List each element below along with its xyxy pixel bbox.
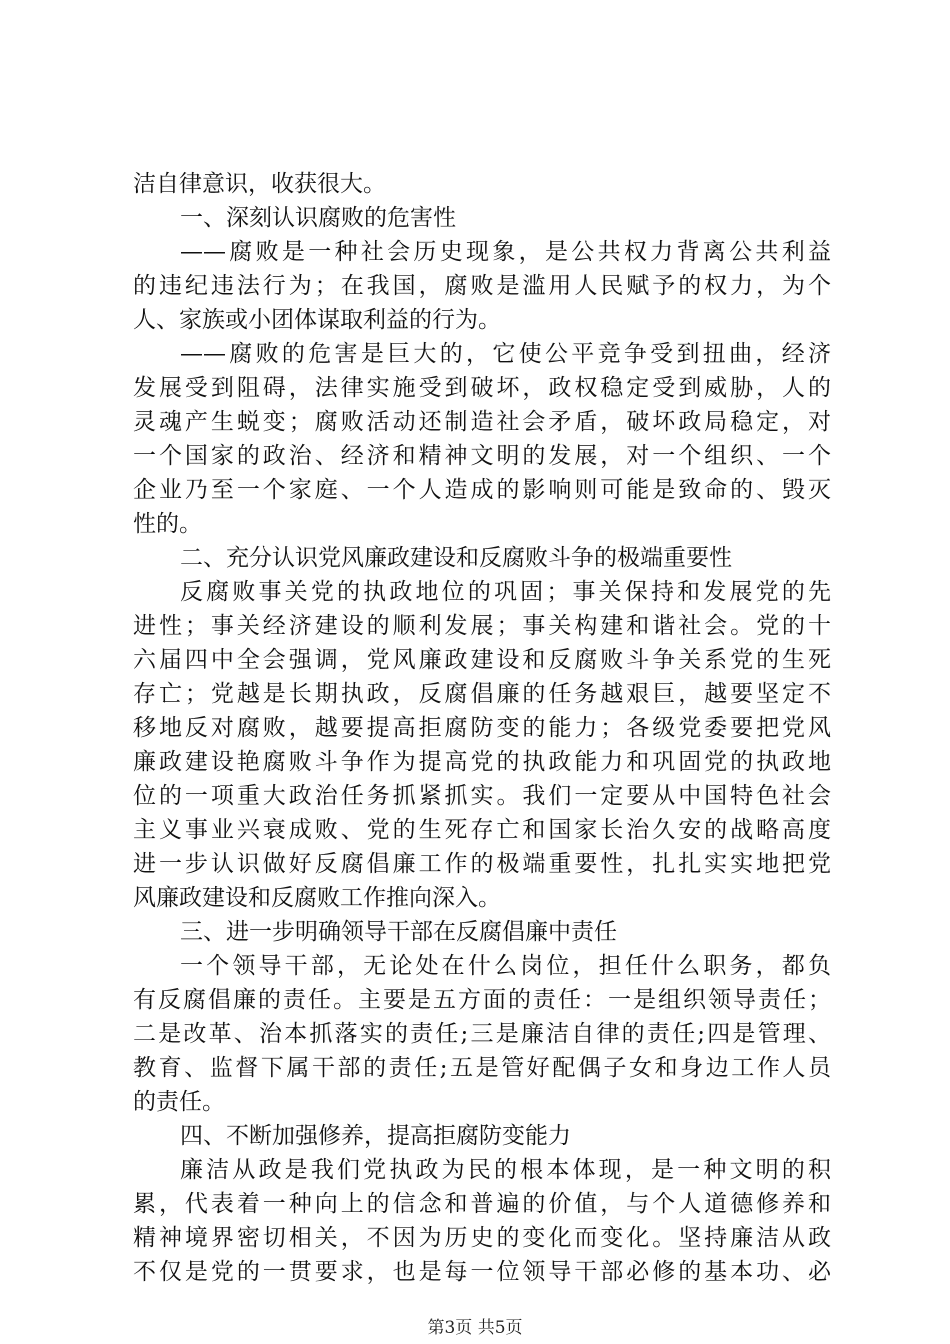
text-line: 有反腐倡廉的责任。主要是五方面的责任：一是组织领导责任； [133, 987, 831, 1013]
text-line: 进一步认识做好反腐倡廉工作的极端重要性，扎扎实实地把党 [133, 851, 831, 877]
text-line: 的责任。 [133, 1089, 225, 1115]
text-line: 位的一项重大政治任务抓紧抓实。我们一定要从中国特色社会 [133, 783, 831, 809]
text-line: 一个国家的政治、经济和精神文明的发展，对一个组织、一个 [133, 443, 831, 469]
text-line: 存亡；党越是长期执政，反腐倡廉的任务越艰巨，越要坚定不 [133, 681, 831, 707]
text-line: 发展受到阻碍，法律实施受到破坏，政权稳定受到威胁，人的 [133, 375, 831, 401]
text-line: 移地反对腐败，越要提高拒腐防变的能力；各级党委要把党风 [133, 715, 831, 741]
text-line: 洁自律意识，收获很大。 [133, 171, 386, 197]
text-line: 二是改革、治本抓落实的责任;三是廉洁自律的责任;四是管理、 [133, 1021, 831, 1047]
text-line: 累，代表着一种向上的信念和普遍的价值，与个人道德修养和 [133, 1191, 831, 1217]
text-line: 风廉政建设和反腐败工作推向深入。 [133, 885, 501, 911]
text-line: 进性；事关经济建设的顺利发展；事关构建和谐社会。党的十 [133, 613, 831, 639]
text-line: 灵魂产生蜕变；腐败活动还制造社会矛盾，破坏政局稳定，对 [133, 409, 831, 435]
text-line: ——腐败是一种社会历史现象，是公共权力背离公共利益 [180, 239, 831, 265]
text-line: 不仅是党的一贯要求，也是每一位领导干部必修的基本功、必 [133, 1259, 831, 1285]
text-line: 反腐败事关党的执政地位的巩固；事关保持和发展党的先 [180, 579, 831, 605]
text-line: 主义事业兴衰成败、党的生死存亡和国家长治久安的战略高度 [133, 817, 831, 843]
text-line: ——腐败的危害是巨大的，它使公平竞争受到扭曲，经济 [180, 341, 831, 367]
text-line: 一个领导干部，无论处在什么岗位，担任什么职务，都负 [180, 953, 831, 979]
section-heading-2: 二、充分认识党风廉政建设和反腐败斗争的极端重要性 [180, 545, 732, 571]
section-heading-3: 三、进一步明确领导干部在反腐倡廉中责任 [180, 919, 617, 945]
section-heading-4: 四、不断加强修养，提高拒腐防变能力 [180, 1123, 571, 1149]
page-number-footer: 第3页 共5页 [427, 1318, 523, 1338]
text-line: 廉政建设艳腐败斗争作为提高党的执政能力和巩固党的执政地 [133, 749, 831, 775]
section-heading-1: 一、深刻认识腐败的危害性 [180, 205, 456, 231]
text-line: 教育、监督下属干部的责任;五是管好配偶子女和身边工作人员 [133, 1055, 831, 1081]
text-line: 六届四中全会强调，党风廉政建设和反腐败斗争关系党的生死 [133, 647, 831, 673]
text-line: 性的。 [133, 511, 202, 537]
text-line: 人、家族或小团体谋取利益的行为。 [133, 307, 501, 333]
text-line: 企业乃至一个家庭、一个人造成的影响则可能是致命的、毁灭 [133, 477, 831, 503]
text-line: 的违纪违法行为；在我国，腐败是滥用人民赋予的权力，为个 [133, 273, 831, 299]
text-line: 廉洁从政是我们党执政为民的根本体现，是一种文明的积 [180, 1157, 831, 1183]
text-line: 精神境界密切相关，不因为历史的变化而变化。坚持廉洁从政 [133, 1225, 831, 1251]
